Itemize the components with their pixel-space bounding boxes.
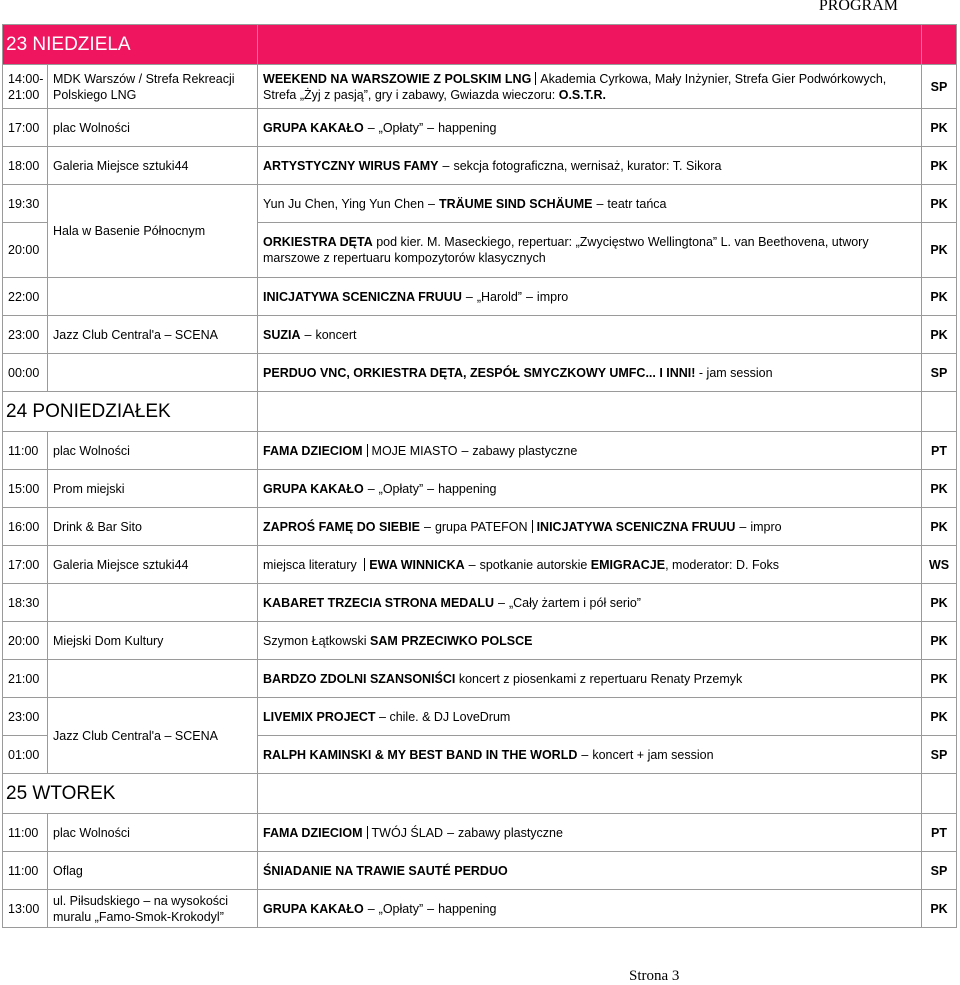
event-description: Akademia Cyrkowa, Mały Inżynier, Strefa Gier Podwórkowych, Strefa „Żyj z pasją”, gry i zabawy, Gwiazda wieczoru: — [263, 71, 887, 102]
event-performer: grupa PATEFON — [434, 519, 528, 534]
event-cell: GRUPA KAKAŁO – „Opłaty” – happening — [258, 890, 922, 928]
place-cell: Prom miejski — [48, 470, 258, 508]
event-description: sekcja fotograficzna, wernisaż, kurator: T. Sikora — [453, 158, 722, 173]
time-cell: 17:00 — [3, 109, 48, 147]
category-code: PK — [922, 147, 957, 185]
category-code: PT — [922, 814, 957, 852]
time-cell: 15:00 — [3, 470, 48, 508]
category-code: PK — [922, 316, 957, 354]
event-title: ŚNIADANIE NA TRAWIE SAUTÉ PERDUO — [263, 863, 508, 878]
event-cell — [258, 65, 922, 109]
event-type: - jam session — [695, 365, 773, 380]
event-title: GRUPA KAKAŁO — [263, 481, 364, 496]
place-cell: Miejski Dom Kultury — [48, 622, 258, 660]
event-title: PERDUO VNC, ORKIESTRA DĘTA, ZESPÓŁ SMYCZKOWY UMFC... I INNI! — [263, 365, 696, 380]
event-title: FAMA DZIECIOM — [263, 443, 363, 458]
time-cell: 18:00 — [3, 147, 48, 185]
event-cell: RALPH KAMINSKI & MY BEST BAND IN THE WORLD – koncert + jam session — [258, 736, 922, 774]
event-cell — [258, 852, 922, 890]
event-type: impro — [536, 289, 569, 304]
event-title: WEEKEND NA WARSZOWIE Z POLSKIM LNG — [263, 71, 532, 86]
event-type: happening — [438, 120, 497, 135]
event-title: ZAPROŚ FAMĘ DO SIEBIE — [263, 519, 420, 534]
category-code: PK — [922, 584, 957, 622]
category-code: PK — [922, 223, 957, 278]
event-title: GRUPA KAKAŁO — [263, 901, 364, 916]
event-cell — [258, 698, 922, 736]
time-cell: 23:00 — [3, 698, 48, 736]
time-cell: 11:00 — [3, 432, 48, 470]
place-cell: Jazz Club Central'a – SCENA — [48, 698, 258, 774]
program-table — [2, 24, 957, 928]
category-code: PK — [922, 890, 957, 928]
event-subtitle: „Harold” — [476, 289, 522, 304]
table-row — [3, 622, 957, 660]
event-cell — [258, 223, 922, 278]
category-code: PK — [922, 508, 957, 546]
event-performers: Yun Ju Chen, Ying Yun Chen — [263, 196, 425, 211]
place-cell: Galeria Miejsce sztuki44 — [48, 147, 258, 185]
table-row — [3, 890, 957, 928]
event-type: impro — [750, 519, 782, 534]
place-cell: plac Wolności — [48, 814, 258, 852]
event-cell: GRUPA KAKAŁO – „Opłaty” – happening — [258, 109, 922, 147]
time-cell: 21:00 — [3, 660, 48, 698]
category-code: SP — [922, 65, 957, 109]
event-title: RALPH KAMINSKI & MY BEST BAND IN THE WORLD — [263, 747, 578, 762]
event-cell: FAMA DZIECIOM MOJE MIASTO – zabawy plastyczne — [258, 432, 922, 470]
event-cell: Yun Ju Chen, Ying Yun Chen – TRÄUME SIND SCHÄUME – teatr tańca — [258, 185, 922, 223]
category-code: PK — [922, 470, 957, 508]
event-type: koncert — [315, 327, 357, 342]
table-row — [3, 852, 957, 890]
time-cell: 11:00 — [3, 852, 48, 890]
event-title: KABARET TRZECIA STRONA MEDALU — [263, 595, 495, 610]
event-type: zabawy plastyczne — [458, 825, 563, 840]
time-cell: 23:00 — [3, 316, 48, 354]
table-row — [3, 508, 957, 546]
event-series: miejsca literatury — [263, 557, 361, 572]
event-subtitle: „Cały żartem i pół serio” — [508, 595, 641, 610]
event-type: happening — [438, 901, 497, 916]
separator — [535, 72, 536, 85]
place-cell — [48, 354, 258, 392]
event-title: ARTYSTYCZNY WIRUS FAMY — [263, 158, 439, 173]
event-type: koncert + jam session — [592, 747, 714, 762]
time-cell: 22:00 — [3, 278, 48, 316]
event-title: LIVEMIX PROJECT — [263, 709, 376, 724]
event-description: koncert z piosenkami z repertuaru Renaty Przemyk — [455, 671, 743, 686]
event-type: spotkanie autorskie — [479, 557, 591, 572]
time-cell: 01:00 — [3, 736, 48, 774]
table-row — [3, 432, 957, 470]
event-cell — [258, 660, 922, 698]
day-title: 23 NIEDZIELA — [3, 25, 258, 65]
place-cell: plac Wolności — [48, 432, 258, 470]
event-title: INICJATYWA SCENICZNA FRUUU — [263, 289, 462, 304]
event-description: – chile. & DJ LoveDrum — [375, 709, 511, 724]
place-cell — [48, 660, 258, 698]
table-row — [3, 470, 957, 508]
event-description: pod kier. M. Maseckiego, repertuar: „Zwycięstwo Wellingtona” L. van Beethovena, utwory marszowe z repertuaru kompozytorów klasycznych — [263, 235, 869, 265]
day-header-row — [3, 25, 957, 65]
event-performer: Szymon Łątkowski — [263, 633, 370, 648]
table-row — [3, 660, 957, 698]
separator — [367, 826, 368, 839]
time-cell: 20:00 — [3, 223, 48, 278]
page-number: Strona 3 — [629, 968, 680, 984]
table-row — [3, 698, 957, 736]
table-row — [3, 147, 957, 185]
category-code: PK — [922, 278, 957, 316]
time-cell: 20:00 — [3, 622, 48, 660]
separator — [367, 444, 368, 457]
event-book: EMIGRACJE — [590, 557, 666, 572]
event-cell: KABARET TRZECIA STRONA MEDALU – „Cały żartem i pół serio” — [258, 584, 922, 622]
event-type: teatr tańca — [607, 196, 667, 211]
event-subtitle: „Opłaty” — [378, 901, 424, 916]
event-cell: ZAPROŚ FAMĘ DO SIEBIE – grupa PATEFON INICJATYWA SCENICZNA FRUUU – impro — [258, 508, 922, 546]
category-code: PK — [922, 698, 957, 736]
category-code: SP — [922, 354, 957, 392]
time-cell: 18:30 — [3, 584, 48, 622]
separator — [532, 520, 533, 533]
category-code: WS — [922, 546, 957, 584]
event-type: happening — [438, 481, 497, 496]
time-cell: 11:00 — [3, 814, 48, 852]
category-code: SP — [922, 852, 957, 890]
event-cell: ARTYSTYCZNY WIRUS FAMY – sekcja fotograficzna, wernisaż, kurator: T. Sikora — [258, 147, 922, 185]
event-cell: SUZIA – koncert — [258, 316, 922, 354]
day-title: 25 WTOREK — [3, 774, 258, 814]
category-code: PK — [922, 185, 957, 223]
event-title: TRÄUME SIND SCHÄUME — [438, 196, 593, 211]
category-code: PK — [922, 109, 957, 147]
event-headliner: O.S.T.R. — [558, 87, 606, 102]
event-cell: INICJATYWA SCENICZNA FRUUU – „Harold” – impro — [258, 278, 922, 316]
place-cell — [48, 584, 258, 622]
time-cell: 19:30 — [3, 185, 48, 223]
day-title: 24 PONIEDZIAŁEK — [3, 392, 258, 432]
category-code: PK — [922, 660, 957, 698]
place-cell: Oflag — [48, 852, 258, 890]
table-row — [3, 316, 957, 354]
category-code: PT — [922, 432, 957, 470]
event-cell: miejsca literatury EWA WINNICKA – spotkanie autorskie EMIGRACJE, moderator: D. Foks — [258, 546, 922, 584]
time-cell: 00:00 — [3, 354, 48, 392]
event-subtitle: „Opłaty” — [378, 481, 424, 496]
event-title: EWA WINNICKA — [369, 557, 465, 572]
category-code: PK — [922, 622, 957, 660]
time-cell: 14:00- 21:00 — [3, 65, 48, 109]
event-title: BARDZO ZDOLNI SZANSONIŚCI — [263, 671, 456, 686]
event-title: ORKIESTRA DĘTA — [263, 235, 373, 249]
separator — [364, 558, 365, 571]
time-cell: 17:00 — [3, 546, 48, 584]
table-row — [3, 65, 957, 109]
event-subtitle: „Opłaty” — [378, 120, 424, 135]
time-cell: 16:00 — [3, 508, 48, 546]
day-header-row — [3, 774, 957, 814]
event-title: GRUPA KAKAŁO — [263, 120, 364, 135]
table-row — [3, 278, 957, 316]
event-title: SAM PRZECIWKO POLSCE — [370, 633, 533, 648]
event-subtitle: TWÓJ ŚLAD — [371, 825, 444, 840]
table-row — [3, 584, 957, 622]
event-subtitle: MOJE MIASTO — [371, 443, 458, 458]
category-code: SP — [922, 736, 957, 774]
place-cell: MDK Warszów / Strefa Rekreacji Polskiego LNG — [48, 65, 258, 109]
page-header: PROGRAM — [818, 0, 898, 14]
place-cell: Hala w Basenie Północnym — [48, 185, 258, 278]
event-type: zabawy plastyczne — [472, 443, 578, 458]
place-cell: Jazz Club Central'a – SCENA — [48, 316, 258, 354]
event-cell — [258, 622, 922, 660]
place-cell: Drink & Bar Sito — [48, 508, 258, 546]
event-title-2: INICJATYWA SCENICZNA FRUUU — [536, 519, 736, 534]
event-title: SUZIA — [263, 327, 301, 342]
event-moderator: , moderator: D. Foks — [665, 557, 780, 572]
event-cell: FAMA DZIECIOM TWÓJ ŚLAD – zabawy plastyczne — [258, 814, 922, 852]
table-row — [3, 814, 957, 852]
place-cell: Galeria Miejsce sztuki44 — [48, 546, 258, 584]
table-row — [3, 185, 957, 223]
event-cell: GRUPA KAKAŁO – „Opłaty” – happening — [258, 470, 922, 508]
event-title: FAMA DZIECIOM — [263, 825, 363, 840]
time-cell: 13:00 — [3, 890, 48, 928]
place-cell: plac Wolności — [48, 109, 258, 147]
event-cell — [258, 354, 922, 392]
place-cell — [48, 278, 258, 316]
table-row — [3, 546, 957, 584]
place-cell: ul. Piłsudskiego – na wysokości muralu „Famo-Smok-Krokodyl” — [48, 890, 258, 928]
table-row — [3, 109, 957, 147]
day-header-row — [3, 392, 957, 432]
table-row — [3, 354, 957, 392]
